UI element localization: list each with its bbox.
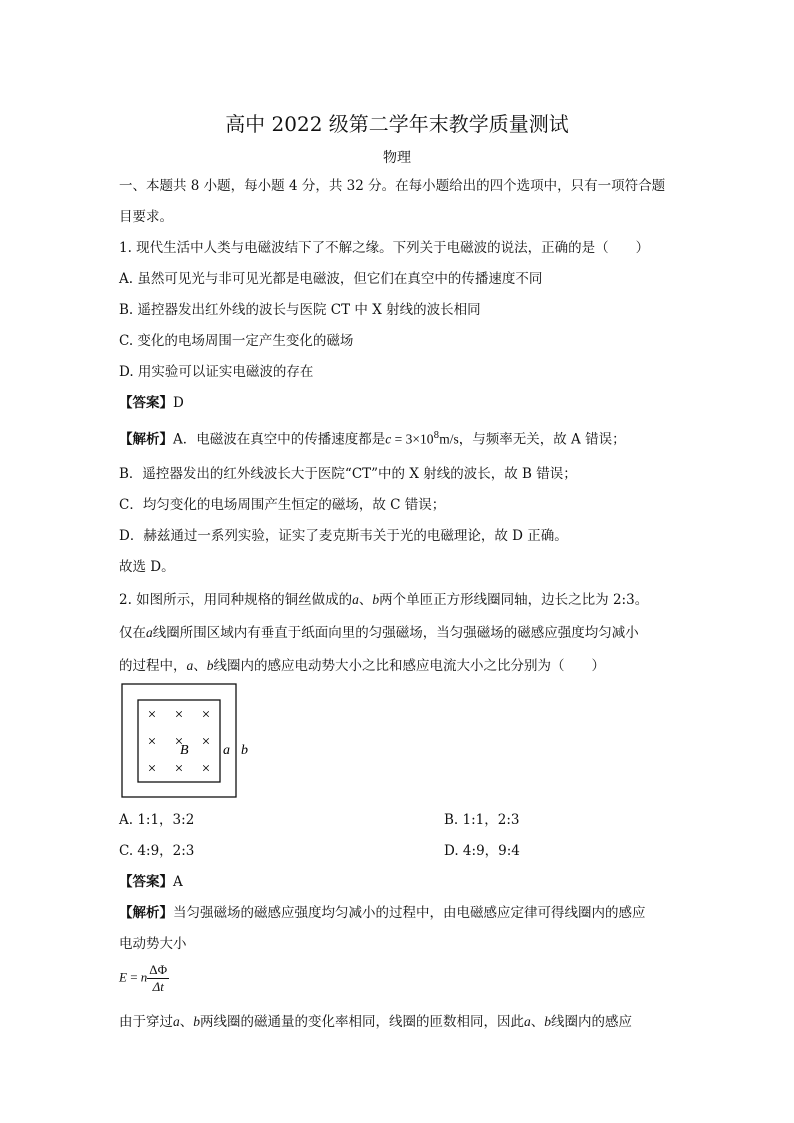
analysis-label: 【解析】 [119, 431, 173, 448]
q1-conclusion: 故选 D。 [119, 559, 175, 575]
q1-analysis-d: D．赫兹通过一系列实验，证实了麦克斯韦关于光的电磁理论，故 D 正确。 [119, 528, 568, 544]
answer-label: 【答案】 [119, 874, 173, 890]
section-instruction-line1: 一、本题共 8 小题，每小题 4 分，共 32 分。在每小题给出的四个选项中，只有一项符合题 [119, 178, 666, 194]
q2-stem-text: 两个单匝正方形线圈同轴，边长之比为 2:3。 [379, 592, 649, 608]
flux-fraction [147, 962, 169, 994]
speed-symbol: c [385, 431, 392, 447]
turns-symbol: n [140, 969, 148, 985]
q2-option-b: B. 1:1，2:3 [444, 812, 520, 828]
q2-stem-text: 线圈所围区域内有垂直于纸面向里的匀强磁场，当匀强磁场的磁感应强度均匀减小 [152, 625, 639, 641]
analysis-a-text: A．电磁波在真空中的传播速度都是 [173, 431, 386, 448]
answer-value: A [173, 874, 183, 890]
q2-stem-line2 [119, 626, 639, 641]
answer-value: D [173, 395, 184, 411]
q2-option-d: D. 4:9，9:4 [444, 843, 520, 859]
var-b: b [193, 1014, 200, 1029]
field-label-b: B [180, 743, 189, 758]
analysis-text: 线圈内的感应 [551, 1014, 632, 1030]
q1-stem: 1. 现代生活中人类与电磁波结下了不解之缘。下列关于电磁波的说法，正确的是（ ） [119, 240, 650, 256]
field-cross: × [201, 734, 211, 750]
q1-option-b: B. 遥控器发出红外线的波长与医院 CT 中 X 射线的波长相同 [119, 302, 481, 318]
q2-option-c: C. 4:9，2:3 [119, 843, 195, 859]
field-cross: × [147, 761, 157, 777]
var-a: a [146, 625, 153, 640]
q2-stem-text: 2. 如图所示，用同种规格的铜丝做成的 [119, 592, 353, 608]
var-b: b [206, 658, 214, 673]
analysis-text: 两线圈的磁通量的变化率相同，线圈的匝数相同，因此 [200, 1014, 524, 1030]
speed-equals: = 3×10 [391, 431, 434, 447]
q1-answer [119, 397, 184, 411]
separator: 、 [530, 1014, 545, 1030]
q2-option-a: A. 1:1，3:2 [119, 812, 195, 828]
flux-numerator: ΔΦ [149, 962, 168, 977]
q2-analysis-line2: 电动势大小 [119, 936, 187, 952]
var-a: a [173, 1014, 180, 1029]
speed-unit: m/s [439, 431, 459, 447]
q2-analysis-line3 [119, 1015, 632, 1030]
coil-label-b: b [241, 743, 248, 758]
emf-equals: = [126, 969, 141, 985]
flux-denominator: Δt [152, 978, 164, 994]
speed-exponent: 8 [433, 431, 440, 441]
var-a: a [524, 1014, 531, 1029]
subject-label: 物理 [383, 150, 411, 166]
field-cross: × [174, 707, 184, 723]
field-cross: × [174, 734, 184, 750]
q2-stem-text: 仅在 [119, 625, 146, 641]
var-b: b [372, 592, 380, 607]
q1-option-d: D. 用实验可以证实电磁波的存在 [119, 364, 314, 380]
var-b: b [544, 1014, 551, 1029]
var-a: a [352, 592, 359, 607]
q1-option-c: C. 变化的电场周围一定产生变化的磁场 [119, 333, 354, 349]
q2-analysis-line1 [119, 907, 646, 921]
emf-symbol: E [119, 969, 127, 985]
q2-stem-text: 线圈内的感应电动势大小之比和感应电流大小之比分别为（ ） [213, 658, 605, 674]
page-title: 高中 2022 级第二学年末教学质量测试 [225, 112, 569, 136]
q1-analysis-c: C．均匀变化的电场周围产生恒定的磁场，故 C 错误； [119, 497, 446, 513]
analysis-text: 由于穿过 [119, 1014, 173, 1030]
field-cross: × [147, 707, 157, 723]
emf-equation [119, 962, 169, 994]
section-instruction-line2: 目要求。 [119, 209, 173, 225]
var-a: a [186, 658, 194, 673]
q2-stem-line3 [119, 659, 605, 674]
analysis-label: 【解析】 [119, 905, 173, 921]
field-cross: × [201, 707, 211, 723]
q1-analysis-b: B．遥控器发出的红外线波长大于医院“CT”中的 X 射线的波长，故 B 错误； [119, 466, 577, 482]
q1-analysis-a [119, 432, 626, 447]
analysis-text: 当匀强磁场的磁感应强度均匀减小的过程中，由电磁感应定律可得线圈内的感应 [173, 905, 646, 921]
coil-figure [120, 682, 260, 800]
field-cross: × [201, 761, 211, 777]
separator: 、 [193, 658, 207, 674]
q2-stem-text: 的过程中， [119, 658, 187, 674]
field-cross: × [174, 761, 184, 777]
field-cross: × [147, 734, 157, 750]
analysis-a-tail: ，与频率无关，故 A 错误； [458, 431, 626, 448]
separator: 、 [179, 1014, 194, 1030]
separator: 、 [358, 592, 373, 608]
q2-answer [119, 876, 183, 890]
answer-label: 【答案】 [119, 395, 173, 411]
coil-label-a: a [223, 743, 230, 758]
q2-stem-line1 [119, 593, 648, 608]
q1-option-a: A. 虽然可见光与非可见光都是电磁波，但它们在真空中的传播速度不同 [119, 271, 543, 287]
